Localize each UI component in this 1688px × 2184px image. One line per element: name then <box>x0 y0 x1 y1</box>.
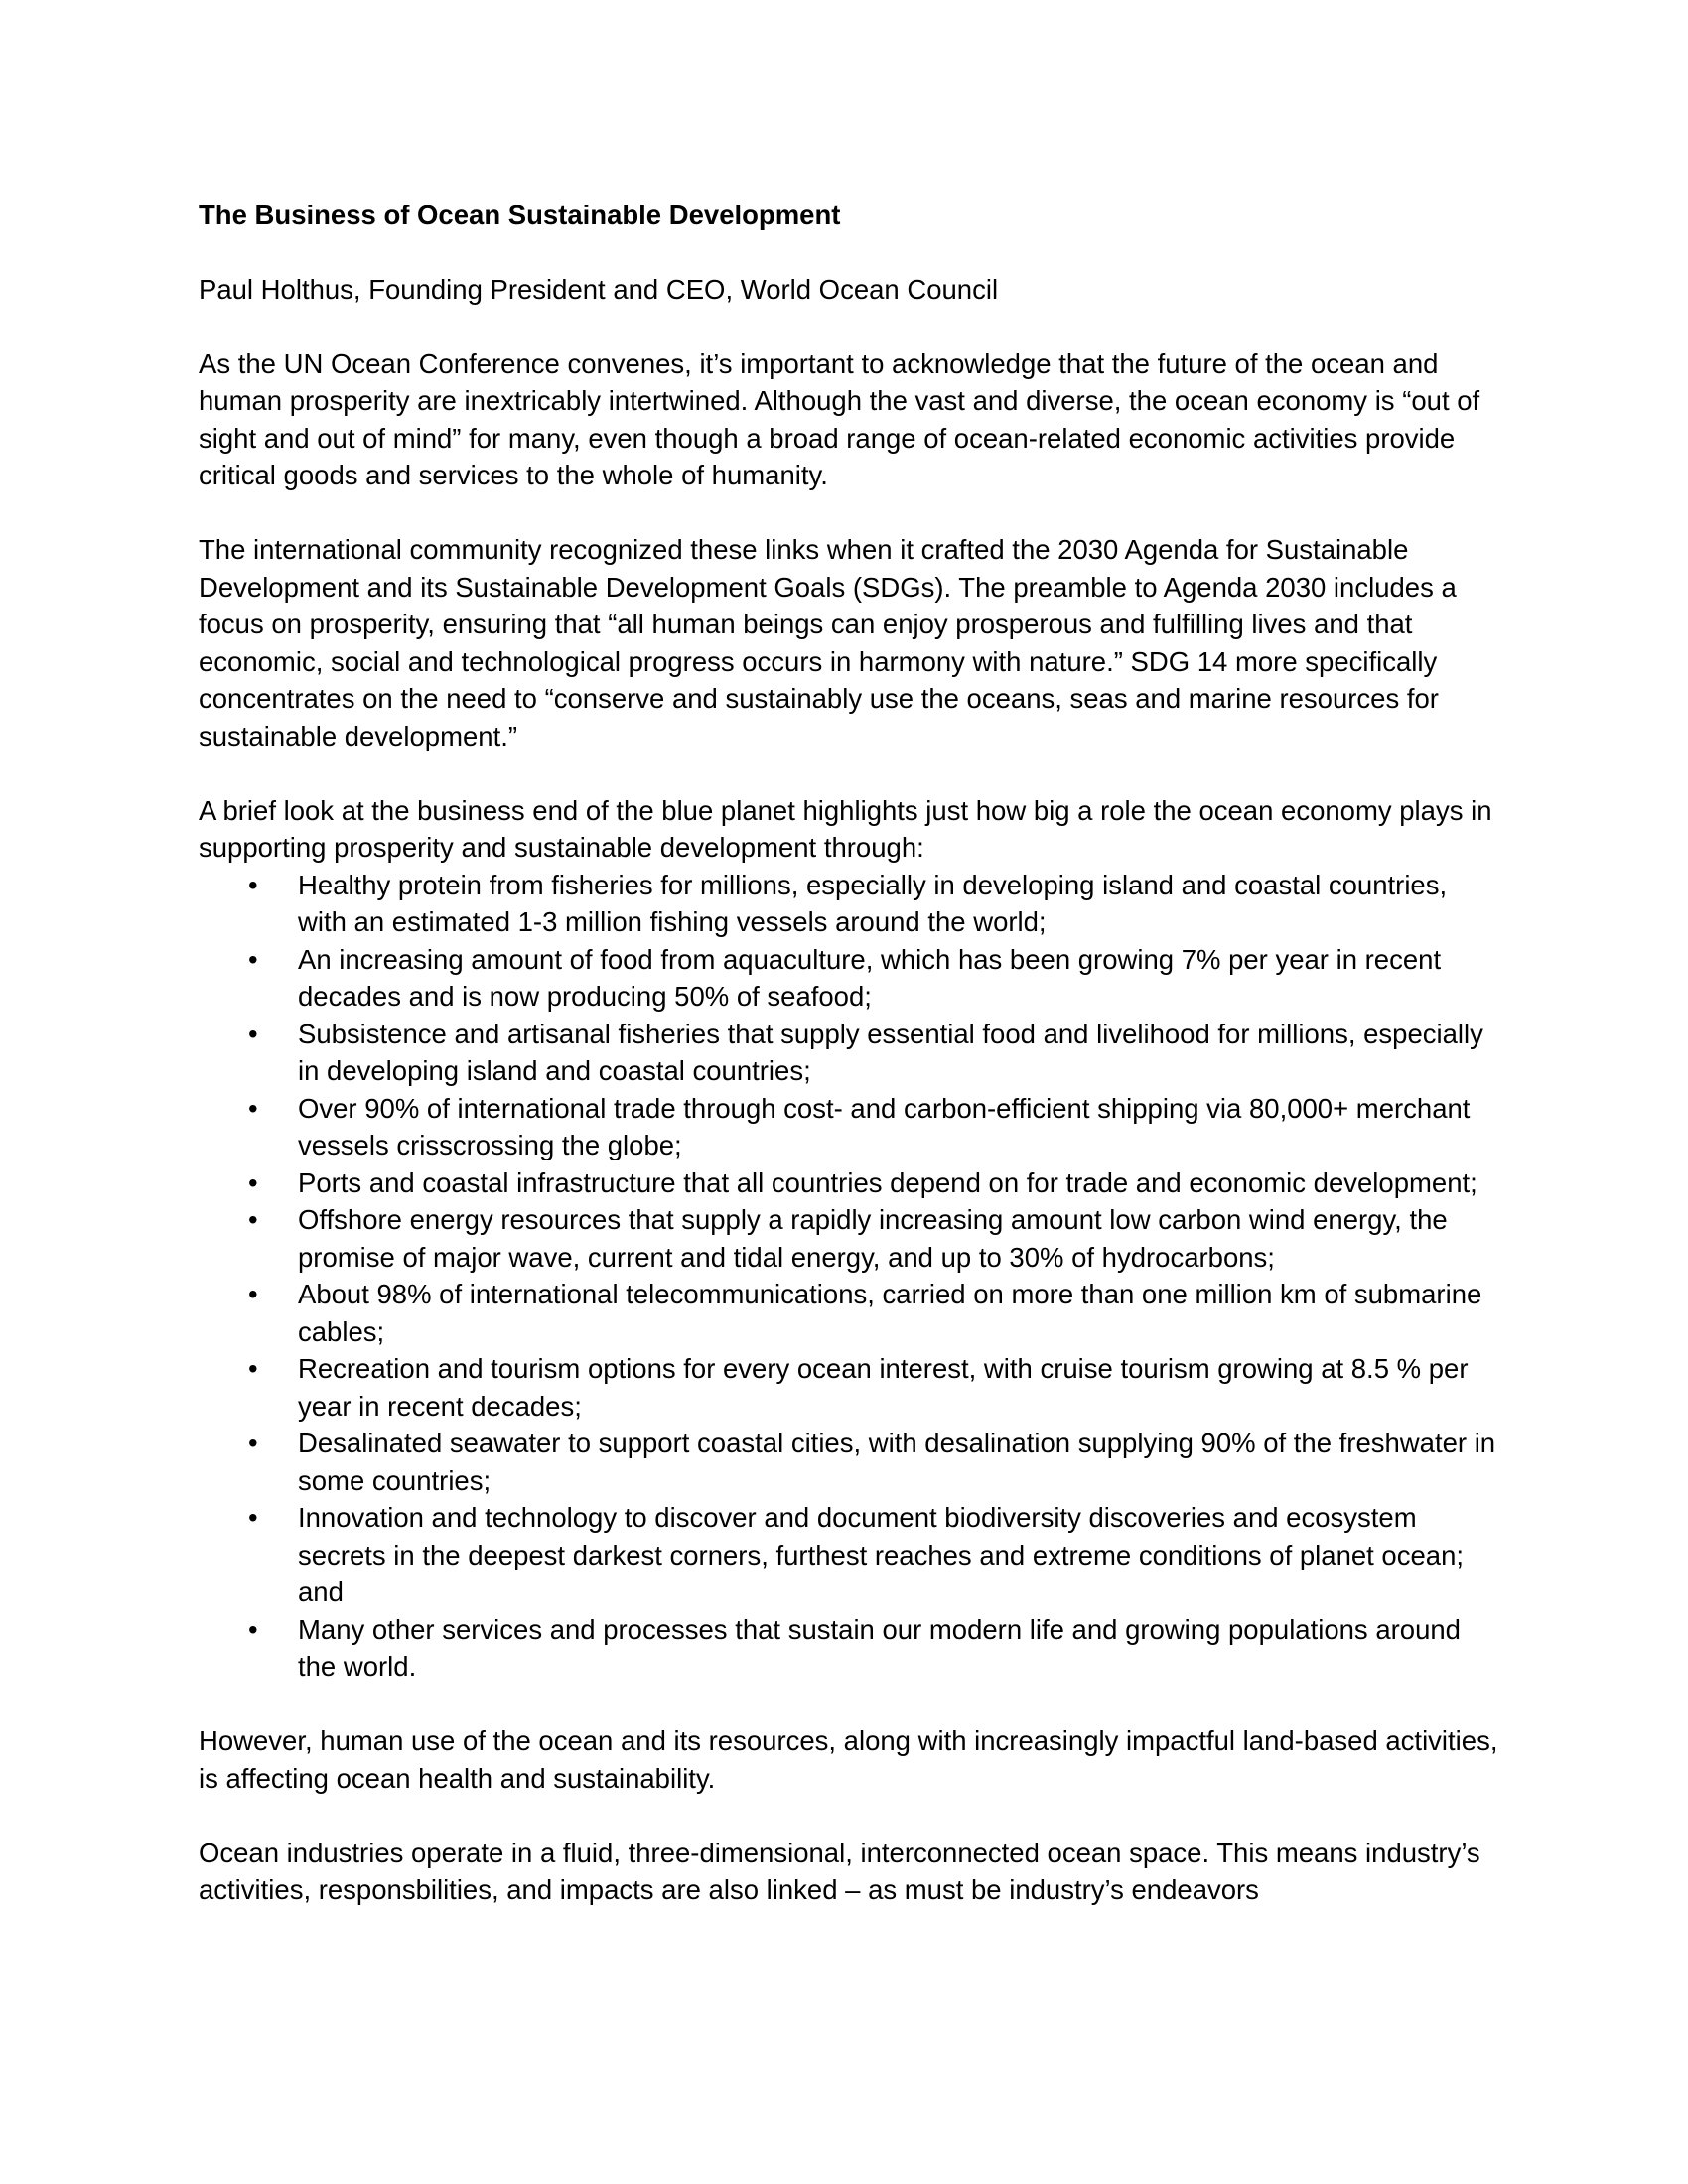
list-item-text: Desalinated seawater to support coastal cities, with desalination supplying 90% of the freshwater in some countries; <box>298 1428 1496 1496</box>
bullet-icon: • <box>248 1353 258 1384</box>
document-title: The Business of Ocean Sustainable Development <box>199 200 841 230</box>
list-item-text: An increasing amount of food from aquaculture, which has been growing 7% per year in recent decades and is now producing 50% of seafood; <box>298 943 1442 1012</box>
list-item <box>199 1164 1499 1202</box>
list-item-text: Many other services and processes that sustain our modern life and growing populations around the world. <box>298 1613 1461 1682</box>
paragraph-ocean-industries: Ocean industries operate in a fluid, three-dimensional, interconnected ocean space. This means industry’s activities, responsbilities, and impacts are also linked – as must be industry’s endeavors <box>199 1837 1480 1905</box>
list-item <box>199 1499 1499 1611</box>
bullet-icon: • <box>248 1092 258 1124</box>
paragraph-intro: As the UN Ocean Conference convenes, it’s important to acknowledge that the future of the ocean and human prosperity are inextricably intertwined. Although the vast and diverse, the ocean economy is “out of sight and out of mind” for many, even though a broad range of ocean-related economic activities provide critical goods and services to the whole of humanity. <box>199 347 1480 490</box>
list-item-text: Offshore energy resources that supply a rapidly increasing amount low carbon wind energy, the promise of major wave, current and tidal energy, and up to 30% of hydrocarbons; <box>298 1204 1448 1273</box>
list-item-text: Innovation and technology to discover and document biodiversity discoveries and ecosystem secrets in the deepest darkest corners, furthest reaches and extreme conditions of planet ocean; and <box>298 1502 1465 1607</box>
bullet-icon: • <box>248 1018 258 1049</box>
paragraph-ocean-health: However, human use of the ocean and its resources, along with increasingly impactful land-based activities, is affecting ocean health and sustainability. <box>199 1725 1498 1794</box>
list-item <box>199 1276 1499 1350</box>
list-item-text: Ports and coastal infrastructure that all countries depend on for trade and economic development; <box>298 1166 1477 1198</box>
list-item <box>199 1611 1499 1686</box>
list-item-text: Subsistence and artisanal fisheries that supply essential food and livelihood for millions, especially in developing island and coastal countries; <box>298 1018 1483 1086</box>
list-intro-paragraph: A brief look at the business end of the blue planet highlights just how big a role the ocean economy plays in supporting prosperity and sustainable development through: <box>199 794 1492 863</box>
bullet-icon: • <box>248 1613 258 1645</box>
list-item-text: About 98% of international telecommunications, carried on more than one million km of submarine cables; <box>298 1279 1482 1347</box>
bullet-icon: • <box>248 869 258 900</box>
bullet-icon: • <box>248 1166 258 1198</box>
bullet-icon: • <box>248 1279 258 1309</box>
list-item-text: Recreation and tourism options for every ocean interest, with cruise tourism growing at 8.5 % per year in recent decades; <box>298 1353 1469 1422</box>
list-item-text: Over 90% of international trade through cost- and carbon-efficient shipping via 80,000+ merchant vessels crisscrossing the globe; <box>298 1092 1471 1160</box>
bullet-icon: • <box>248 1502 258 1533</box>
ocean-economy-list <box>199 867 1499 1686</box>
list-item <box>199 1201 1499 1276</box>
list-item-text: Healthy protein from fisheries for millions, especially in developing island and coastal countries, with an estimated 1-3 million fishing vessels around the world; <box>298 869 1448 937</box>
bullet-icon: • <box>248 1428 258 1458</box>
list-item <box>199 1425 1499 1499</box>
bullet-icon: • <box>248 943 258 975</box>
document-page <box>199 197 1499 1909</box>
list-item <box>199 1016 1499 1090</box>
list-item <box>199 1350 1499 1425</box>
list-item <box>199 941 1499 1016</box>
paragraph-agenda-2030: The international community recognized these links when it crafted the 2030 Agenda for Sustainable Development and its Sustainable Development Goals (SDGs). The preamble to Agenda 2030 includes a focus on prosperity, ensuring that “all human beings can enjoy prosperous and fulfilling lives and that economic, social and technological progress occurs in harmony with nature.” SDG 14 more specifically concentrates on the need to “conserve and sustainably use the oceans, seas and marine resources for sustainable development.” <box>199 534 1457 751</box>
list-item <box>199 1090 1499 1164</box>
bullet-icon: • <box>248 1204 258 1235</box>
list-item <box>199 867 1499 941</box>
author-line: Paul Holthus, Founding President and CEO, World Ocean Council <box>199 273 999 305</box>
